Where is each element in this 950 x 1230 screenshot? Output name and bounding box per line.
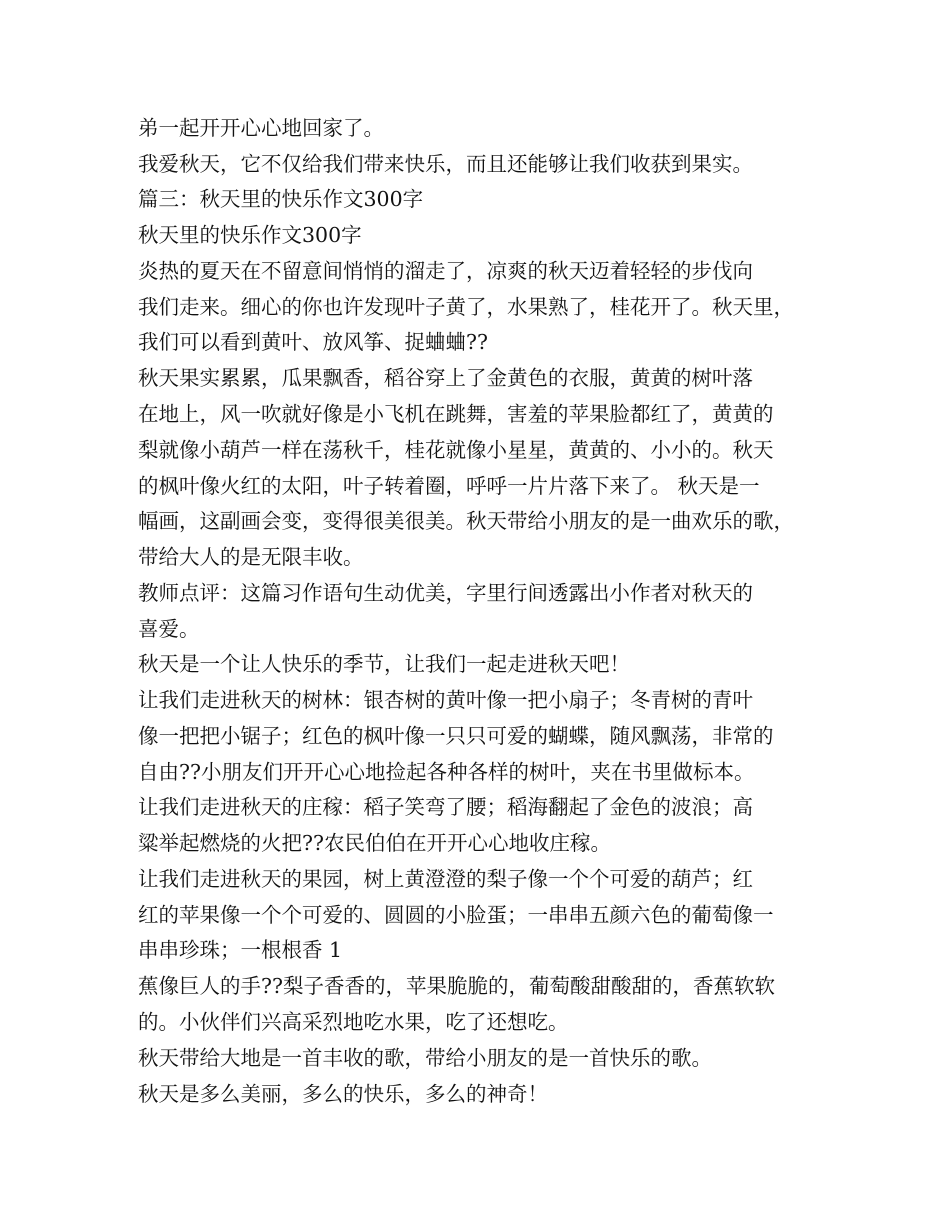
text-line: 幅画，这副画会变，变得很美很美。秋天带给小朋友的是一曲欢乐的歌， [138,509,794,533]
text-line: 在地上，风一吹就好像是小飞机在跳舞，害羞的苹果脸都红了，黄黄的 [138,402,774,426]
text-line: 像一把把小锯子；红色的枫叶像一只只可爱的蝴蝶，随风飘荡，非常的 [138,724,774,748]
text-line: 秋天是多么美丽，多么的快乐，多么的神奇！ [138,1082,548,1106]
text-line: 自由??小朋友们开开心心地捡起各种各样的树叶，夹在书里做标本。 [138,760,755,784]
text-line: 我爱秋天，它不仅给我们带来快乐，而且还能够让我们收获到果实。 [138,152,753,176]
text-line: 让我们走进秋天的庄稼：稻子笑弯了腰；稻海翻起了金色的波浪；高 [138,795,753,819]
text-line: 喜爱。 [138,617,200,641]
text-line: 秋天带给大地是一首丰收的歌，带给小朋友的是一首快乐的歌。 [138,1046,712,1070]
essay-title: 秋天里的快乐作文300字 [138,223,362,247]
text-line: 我们走来。细心的你也许发现叶子黄了，水果熟了，桂花开了。秋天里， [138,295,794,319]
text-line: 我们可以看到黄叶、放风筝、捉蛐蛐?? [138,330,488,354]
text-line: 秋天果实累累，瓜果飘香，稻谷穿上了金黄色的衣服，黄黄的树叶落 [138,366,753,390]
section-heading: 篇三：秋天里的快乐作文300字 [138,187,424,211]
text-line: 炎热的夏天在不留意间悄悄的溜走了，凉爽的秋天迈着轻轻的步伐向 [138,259,753,283]
text-line: 的。小伙伴们兴高采烈地吃水果，吃了还想吃。 [138,1010,569,1034]
text-line: 弟一起开开心心地回家了。 [138,116,384,140]
text-line: 秋天是一个让人快乐的季节，让我们一起走进秋天吧！ [138,652,630,676]
text-line: 串串珍珠；一根根香 1 [138,938,343,962]
text-line: 蕉像巨人的手??梨子香香的，苹果脆脆的，葡萄酸甜酸甜的，香蕉软软 [138,974,775,998]
text-line: 红的苹果像一个个可爱的、圆圆的小脸蛋；一串串五颜六色的葡萄像一 [138,903,774,927]
text-line: 的枫叶像火红的太阳，叶子转着圈，呼呼一片片落下来了。 秋天是一 [138,474,760,498]
text-line: 梨就像小葫芦一样在荡秋千，桂花就像小星星，黄黄的、小小的。秋天 [138,438,774,462]
text-line: 让我们走进秋天的树林：银杏树的黄叶像一把小扇子；冬青树的青叶 [138,688,753,712]
text-line: 带给大人的是无限丰收。 [138,545,364,569]
text-line: 教师点评：这篇习作语句生动优美，字里行间透露出小作者对秋天的 [138,581,753,605]
text-line: 让我们走进秋天的果园，树上黄澄澄的梨子像一个个可爱的葫芦；红 [138,867,753,891]
text-line: 粱举起燃烧的火把??农民伯伯在开开心心地收庄稼。 [138,831,611,855]
